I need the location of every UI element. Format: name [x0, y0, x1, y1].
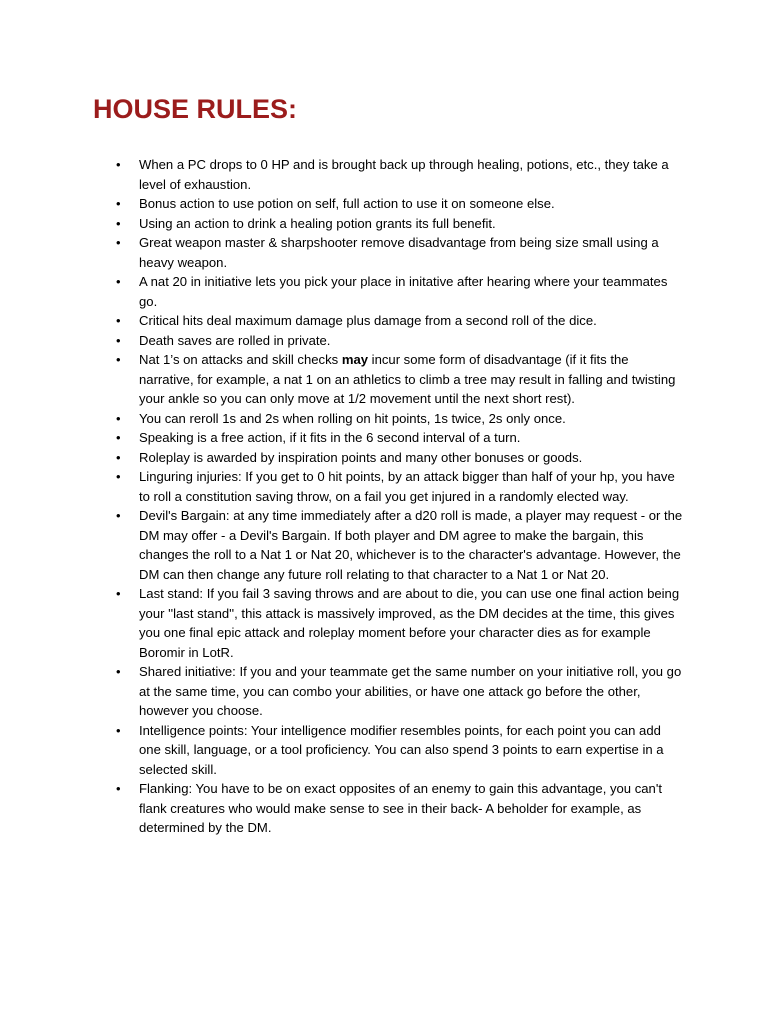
list-item	[0, 779, 684, 838]
rule-text: Intelligence points: Your intelligence modifier resembles points, for each point you can add one skill, language, or a tool proficiency. You can also spend 3 points to earn expertise in a selected skill.	[139, 722, 664, 777]
bullet-icon: •	[116, 430, 121, 445]
rule-text: When a PC drops to 0 HP and is brought back up through healing, potions, etc., they take a level of exhaustion.	[139, 157, 669, 192]
rule-text-start: Nat 1’s on attacks and skill checks	[139, 352, 342, 367]
list-item	[0, 467, 684, 506]
rule-text: Devil's Bargain: at any time immediately after a d20 roll is made, a player may request - or the DM may offer - a Devil's Bargain. If both player and DM agree to make the bargain, this changes the roll to a Nat 1 or Nat 20, whichever is to the character's advantage. However, the DM can then change any future roll relating to that character to a Nat 1 or Nat 20.	[139, 508, 683, 582]
bullet-icon: •	[116, 313, 121, 328]
rule-text: Critical hits deal maximum damage plus damage from a second roll of the dice.	[139, 313, 597, 328]
bullet-icon: •	[116, 235, 121, 250]
list-item	[0, 272, 684, 311]
page-title: HOUSE RULES:	[93, 94, 298, 124]
rule-text: Roleplay is awarded by inspiration points and many other bonuses or goods.	[139, 449, 583, 465]
rule-text: Using an action to drink a healing potion grants its full benefit.	[139, 215, 496, 231]
rule-text: A nat 20 in initiative lets you pick your place in initative after hearing where your teammates go.	[139, 274, 668, 309]
list-item	[0, 214, 684, 234]
rule-text: You can reroll 1s and 2s when rolling on hit points, 1s twice, 2s only once.	[139, 410, 566, 426]
rule-text: Great weapon master & sharpshooter remove disadvantage from being size small using a heavy weapon.	[139, 235, 659, 270]
list-item	[0, 506, 684, 584]
bullet-icon: •	[116, 157, 121, 172]
list-item	[0, 331, 684, 351]
list-item	[0, 311, 684, 331]
list-item	[0, 428, 684, 448]
house-rules-list	[0, 155, 768, 838]
rule-text: Linguring injuries: If you get to 0 hit points, by an attack bigger than half of your hp, you have to roll a constitution saving throw, on a fail you get injured in a randomly elected way.	[139, 469, 675, 504]
emphasis-may: may	[341, 352, 369, 367]
list-item	[0, 409, 684, 429]
rule-text-end: incur some form of disadvantage (if it fits the narrative, for example, a nat 1 on an athletics to climb a tree may result in falling and twisting your ankle so you can only move at 1/2 movement until the next short rest).	[139, 352, 676, 406]
list-item	[0, 662, 684, 721]
list-item	[0, 584, 684, 662]
list-item	[0, 155, 684, 194]
bullet-icon: •	[116, 781, 121, 796]
bullet-icon: •	[116, 508, 121, 523]
rule-text: Speaking is a free action, if it fits in the 6 second interval of a turn.	[139, 430, 521, 445]
list-item	[0, 721, 684, 780]
bullet-icon: •	[116, 722, 121, 738]
bullet-icon: •	[116, 664, 121, 679]
list-item	[0, 350, 684, 409]
bullet-icon: •	[116, 196, 121, 211]
rule-text: Death saves are rolled in private.	[139, 332, 331, 348]
bullet-icon: •	[116, 332, 121, 348]
bullet-icon: •	[116, 410, 121, 426]
rule-text: Last stand: If you fail 3 saving throws and are about to die, you can use one final action being your ''last stand'', this attack is massively improved, as the DM decides at the time, this gives you one final epic attack and roleplay moment before your character dies as for example Boromir in LotR.	[139, 586, 680, 660]
list-item	[0, 448, 684, 468]
bullet-icon: •	[116, 215, 121, 231]
list-item	[0, 194, 684, 214]
bullet-icon: •	[116, 586, 121, 601]
bullet-icon: •	[116, 352, 121, 367]
rule-text: Bonus action to use potion on self, full action to use it on someone else.	[139, 196, 555, 211]
bullet-icon: •	[116, 449, 121, 465]
rule-text: Shared initiative: If you and your teammate get the same number on your initiative roll, you go at the same time, you can combo your abilities, or have one attack go before the other, however you choose.	[139, 664, 682, 718]
bullet-icon: •	[116, 469, 121, 484]
list-item	[0, 233, 684, 272]
bullet-icon: •	[116, 274, 121, 289]
rule-text: Flanking: You have to be on exact opposites of an enemy to gain this advantage, you can't flank creatures who would make sense to see in their back- A beholder for example, as determined by the DM.	[139, 781, 662, 835]
